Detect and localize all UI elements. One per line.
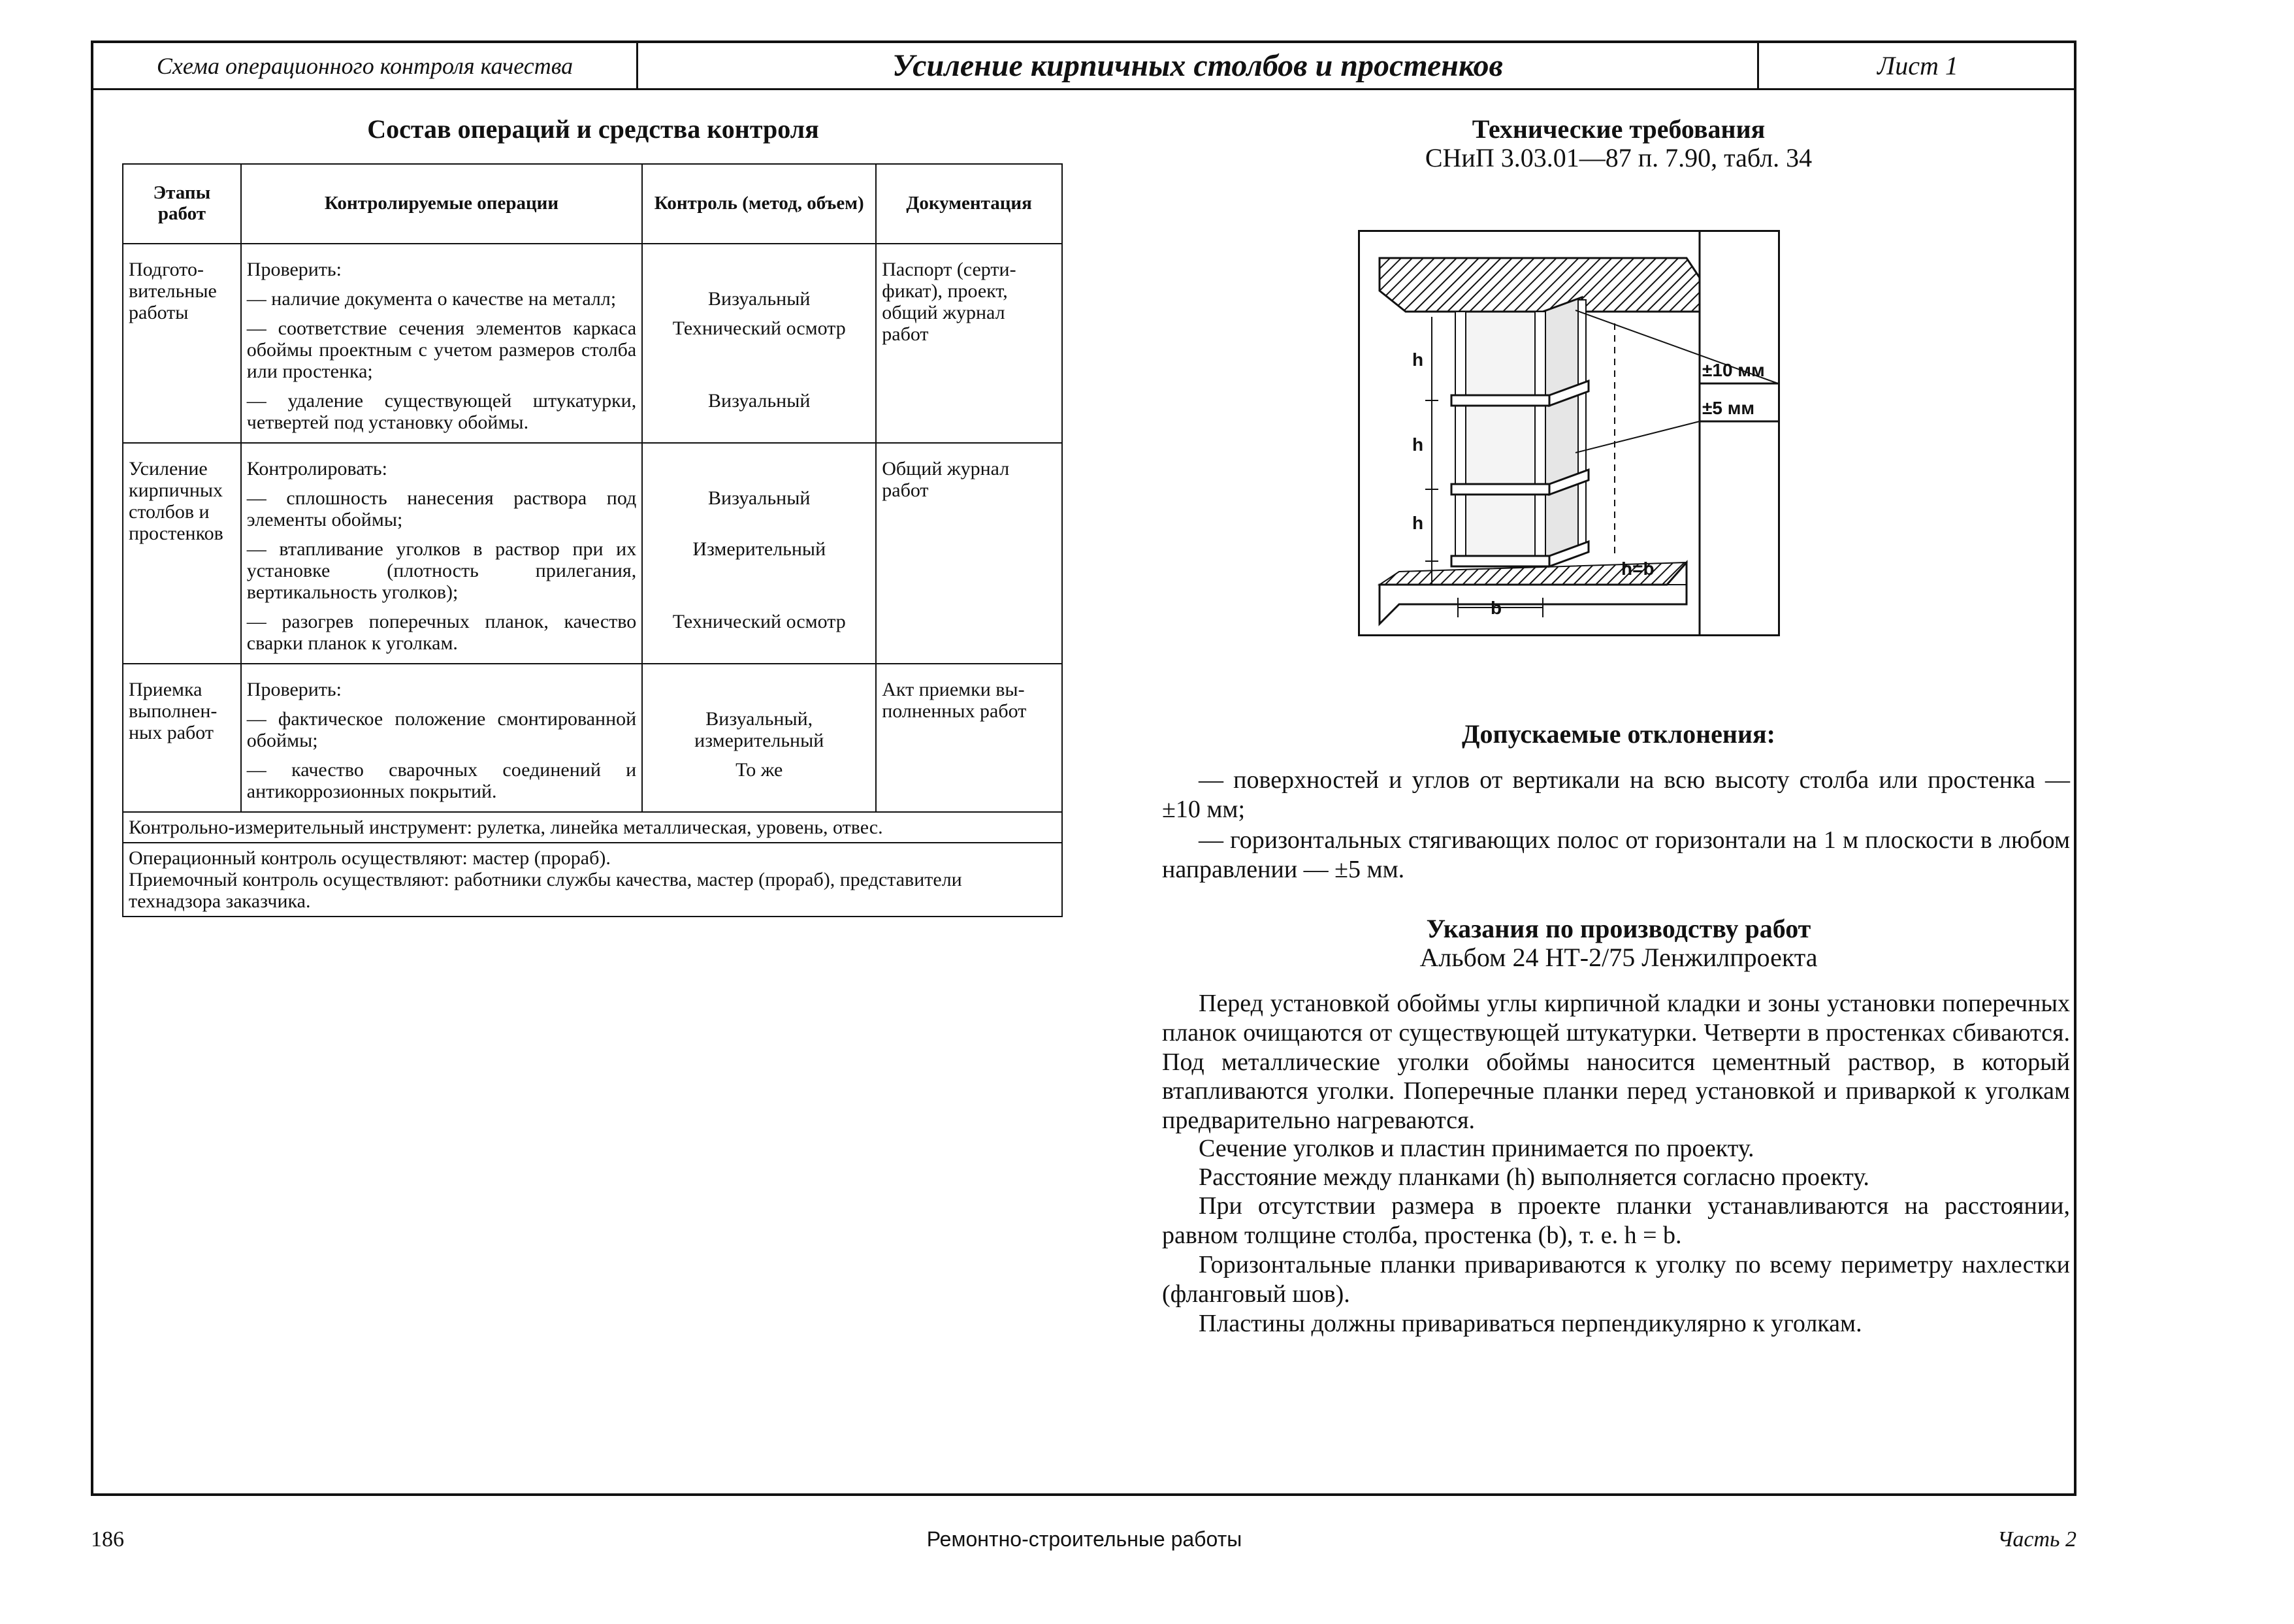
method-cell: Технический осмотр <box>642 607 876 664</box>
control-line: Операционный контроль осуществляют: мастер (прораб). <box>129 847 611 869</box>
operation-cell: — фактическое положение смонтированной обоймы; <box>241 704 642 755</box>
table-row <box>123 244 1062 284</box>
control-text <box>123 843 1062 917</box>
column-header: Этапы работ <box>123 164 241 244</box>
dimension-label: h=b <box>1621 559 1655 579</box>
instruction-paragraph: Сечение уголков и пластин принимается по проекту. <box>1199 1135 1754 1162</box>
documentation-cell: Акт приемки выполненных работ <box>876 664 1062 812</box>
operation-lead: Проверить: <box>241 664 642 704</box>
page-number: 186 <box>91 1527 124 1551</box>
operation-cell: — соответствие сечения элементов каркаса обоймы проектным с учетом размеров столба или простенка; <box>241 314 642 386</box>
instruction-paragraph: Перед установкой обоймы углы кирпичной кладки и зоны установки поперечных планок очищаются от существующей штукатурки. Четверти в простенках сбиваются. Под металлические уголки обоймы наносится цементный раствор, в который втапливаются уголки. Поперечные планки перед установкой и приваркой к уголкам предварительно нагреваются. <box>1162 990 2070 1135</box>
operations-title: Состав операций и средства контроля <box>367 114 819 144</box>
sheet-number: Лист 1 <box>1877 51 1958 80</box>
instruments-row <box>123 812 1062 843</box>
column-header: Документация <box>876 164 1062 244</box>
operation-lead: Контролировать: <box>241 443 642 483</box>
method-cell: Визуальный <box>642 386 876 443</box>
stage-cell: Приемка выполненных работ <box>123 664 241 812</box>
tolerance-label: ±10 мм <box>1702 360 1765 380</box>
tech-requirements-ref: СНиП 3.03.01—87 п. 7.90, табл. 34 <box>1425 143 1813 172</box>
dimension-label: b <box>1491 598 1502 618</box>
method-cell: Визуальный <box>642 483 876 534</box>
operation-cell: — разогрев поперечных планок, качество сварки планок к уголкам. <box>241 607 642 664</box>
footer-title: Ремонтно-строительные работы <box>926 1527 1242 1551</box>
stage-cell: Усиление кирпичных столбов и простенков <box>123 443 241 664</box>
dimension-label: h <box>1412 349 1424 370</box>
work-instructions-title: Указания по производству работ <box>1426 914 1811 943</box>
method-cell: Измерительный <box>642 534 876 607</box>
table-row <box>123 443 1062 483</box>
documentation-cell: Паспорт (сертификат), проект, общий журнал работ <box>876 244 1062 443</box>
documentation-cell: Общий журнал работ <box>876 443 1062 664</box>
column-header: Контролируемые операции <box>241 164 642 244</box>
operation-lead: Проверить: <box>241 244 642 284</box>
stage-cell: Подготовительные работы <box>123 244 241 443</box>
operation-cell: — сплошность нанесения раствора под элементы обоймы; <box>241 483 642 534</box>
work-instructions-ref: Альбом 24 НТ-2/75 Ленжилпроекта <box>1419 943 1818 972</box>
instruction-paragraph: Расстояние между планками (h) выполняется согласно проекту. <box>1199 1163 1869 1191</box>
dimension-label: h <box>1412 513 1424 533</box>
column-header: Контроль (метод, объем) <box>642 164 876 244</box>
operations-table <box>122 163 1063 917</box>
tech-requirements-title: Технические требования <box>1472 114 1766 144</box>
footer-part: Часть 2 <box>1997 1527 2076 1551</box>
deviations-title: Допускаемые отклонения: <box>1462 719 1775 749</box>
control-line: Приемочный контроль осуществляют: работники службы качества, мастер (прораб), представители технадзора заказчика. <box>129 869 962 912</box>
table-row <box>123 664 1062 704</box>
header <box>93 43 2074 90</box>
deviation-text: — горизонтальных стягивающих полос от горизонтали на 1 м плоскости в любом направлении — ±5 мм. <box>1162 826 2070 883</box>
method-cell: Визуальный <box>642 284 876 314</box>
instruction-paragraph: Горизонтальные планки привариваются к уголку по всему периметру нахлестки (фланговый шов). <box>1162 1251 2070 1308</box>
method-cell <box>642 443 876 483</box>
operation-cell: — наличие документа о качестве на металл; <box>241 284 642 314</box>
control-row <box>123 843 1062 917</box>
method-cell: То же <box>642 755 876 812</box>
operation-cell: — качество сварочных соединений и антикоррозионных покрытий. <box>241 755 642 812</box>
instruments-text: Контрольно-измерительный инструмент: рулетка, линейка металлическая, уровень, отвес. <box>123 812 1062 843</box>
instruction-paragraph: При отсутствии размера в проекте планки устанавливаются на расстоянии, равном толщине столба, простенка (b), т. е. h = b. <box>1162 1192 2070 1249</box>
header-left: Схема операционного контроля качества <box>93 43 638 88</box>
tolerance-label: ±5 мм <box>1702 398 1755 418</box>
method-cell <box>642 244 876 284</box>
method-cell <box>642 664 876 704</box>
operation-cell: — втапливание уголков в раствор при их установке (плотность прилегания, вертикальность уголков); <box>241 534 642 607</box>
method-cell: Технический осмотр <box>642 314 876 386</box>
column-reinforcement-diagram <box>1358 230 1780 636</box>
dimension-label: h <box>1412 434 1424 455</box>
deviation-text: — поверхностей и углов от вертикали на всю высоту столба или простенка — ±10 мм; <box>1162 766 2070 823</box>
operation-cell: — удаление существующей штукатурки, четвертей под установку обоймы. <box>241 386 642 443</box>
diagram-drawing <box>1360 232 1778 634</box>
instruction-paragraph: Пластины должны привариваться перпендикулярно к уголкам. <box>1199 1310 1862 1337</box>
page-frame <box>91 41 2076 1496</box>
method-cell: Визуальный, измерительный <box>642 704 876 755</box>
table-header-row <box>123 164 1062 244</box>
header-title: Усиление кирпичных столбов и простенков <box>638 43 1759 88</box>
